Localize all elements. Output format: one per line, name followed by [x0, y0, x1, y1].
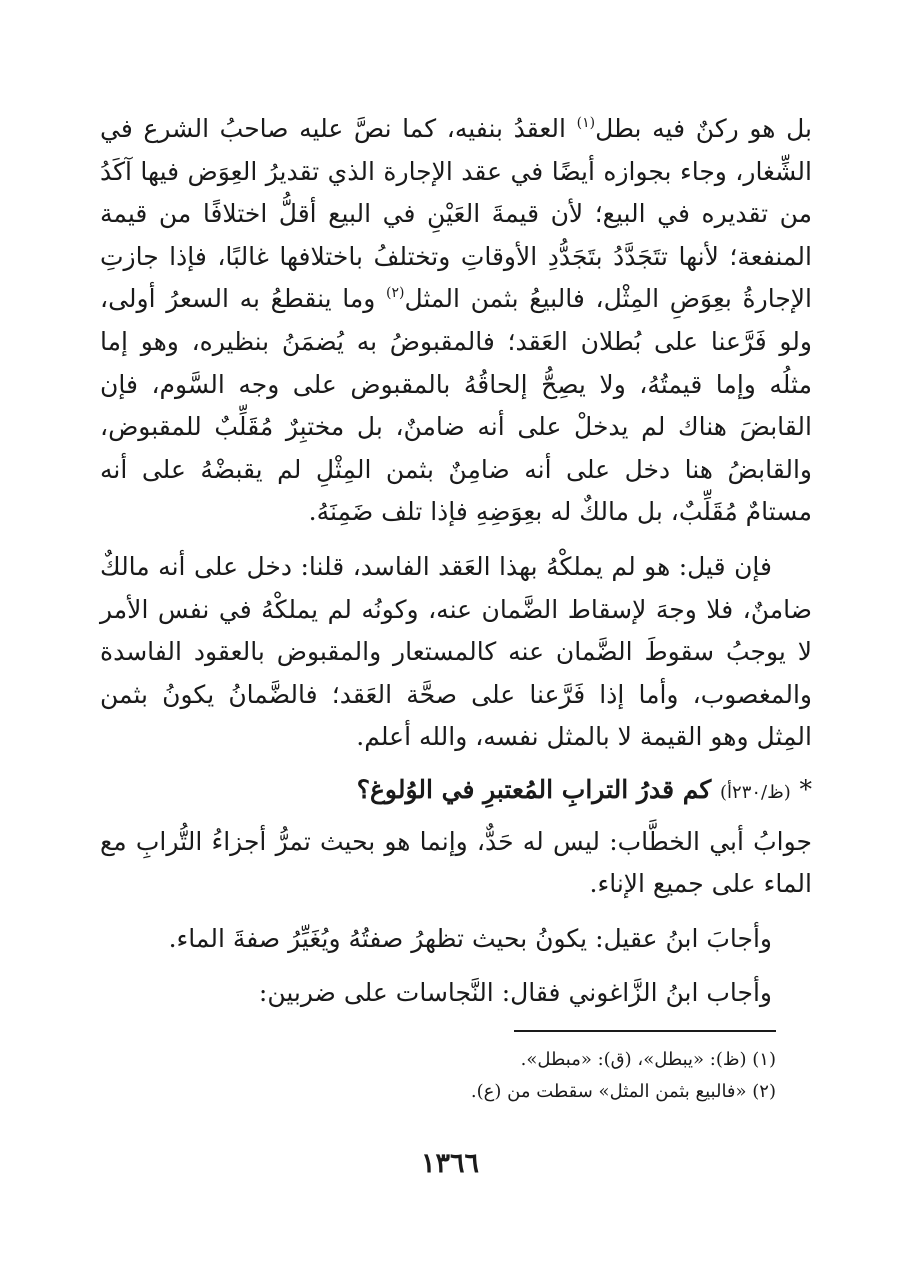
paragraph-1-text-c: وما ينقطعُ به السعرُ أولى، ولو فَرَّعنا على بُطلان العَقد؛ فالمقبوضُ به يُضمَنُ بنظيره، وهو إما مثلُه وإما قيمتُهُ، ولا يصِحُّ إلحاقُهُ بالمقبوض على وجه السَّوم، فإن القابضَ هناك لم يدخلْ على أنه ضامنٌ، بل مختبِرٌ مُقَلِّبٌ للمقبوض، والقابضُ هنا دخل على أنه ضامِنٌ بثمن المِثْلِ لم يقبضْهُ على أنه مستامٌ مُقَلِّبٌ، بل مالكٌ له بعِوَضِهِ فإذا تلف ضَمِنَهُ. — [100, 284, 812, 527]
manuscript-ref: (ظ/٢٣٠أ) — [720, 781, 791, 803]
footnote-ref-1[interactable]: (١) — [576, 115, 596, 131]
paragraph-1-text-a: بل هو ركنٌ فيه بطل — [595, 114, 812, 143]
paragraph-1 — [100, 108, 812, 534]
star-icon: * — [799, 774, 812, 804]
section-heading — [100, 769, 812, 815]
paragraph-2: فإن قيل: هو لم يملكْهُ بهذا العَقد الفاسد، قلنا: دخل على أنه مالكٌ ضامنٌ، فلا وجهَ لإسقاط الضَّمان عنه، وكونُه لم يملكْهُ في نفس الأمر لا يوجبُ سقوطَ الضَّمان عنه كالمستعار والمقبوض بالعقود الفاسدة والمغصوب، وأما إذا فَرَّعنا على صحَّة العَقد؛ فالضَّمانُ يكونُ بثمن المِثل وهو القيمة لا بالمثل نفسه، والله أعلم. — [100, 551, 812, 752]
footnote-1: (١) (ظ): «يبطل»، (ق): «مبطل». — [520, 1049, 776, 1070]
paragraph-5: وأجاب ابنُ الزَّاغوني فقال: النَّجاسات على ضربين: — [258, 978, 772, 1008]
paragraph-3: جوابُ أبي الخطَّاب: ليس له حَدٌّ، وإنما هو بحيث تمرُّ أجزاءُ التُّرابِ مع الماء على جميع الإناء. — [100, 826, 812, 899]
paragraph-4: وأجابَ ابنُ عقيل: يكونُ بحيث تظهرُ صفتُهُ ويُغَيِّرُ صفةَ الماء. — [168, 923, 772, 953]
heading-title: كم قدرُ الترابِ المُعتبرِ في الوُلوغ؟ — [356, 774, 712, 804]
footnote-2: (٢) «فالبيع بثمن المثل» سقطت من (ع). — [470, 1081, 776, 1102]
main-text — [100, 108, 812, 1015]
footnote-divider — [514, 1030, 776, 1032]
page-number: ١٣٦٦ — [420, 1148, 479, 1179]
footnotes — [136, 1044, 776, 1108]
paragraph-1-text-b: العقدُ بنفيه، كما نصَّ عليه صاحبُ الشرع في الشِّغار، وجاء بجوازه أيضًا في عقد الإجارة الذي تقديرُ العِوَض فيها آكَدُ من تقديره في البيع؛ لأن قيمةَ العَيْنِ في البيع أقلُّ اختلافًا من قيمة المنفعة؛ لأنها تتَجَدَّدُ بتَجَدُّدِ الأوقاتِ وتختلفُ باختلافها غالبًا، فإذا جازتِ الإجارةُ بعِوَضِ المِثْل، فالبيعُ بثمن المثل — [100, 114, 812, 314]
footnote-ref-2[interactable]: (٢) — [385, 285, 405, 302]
